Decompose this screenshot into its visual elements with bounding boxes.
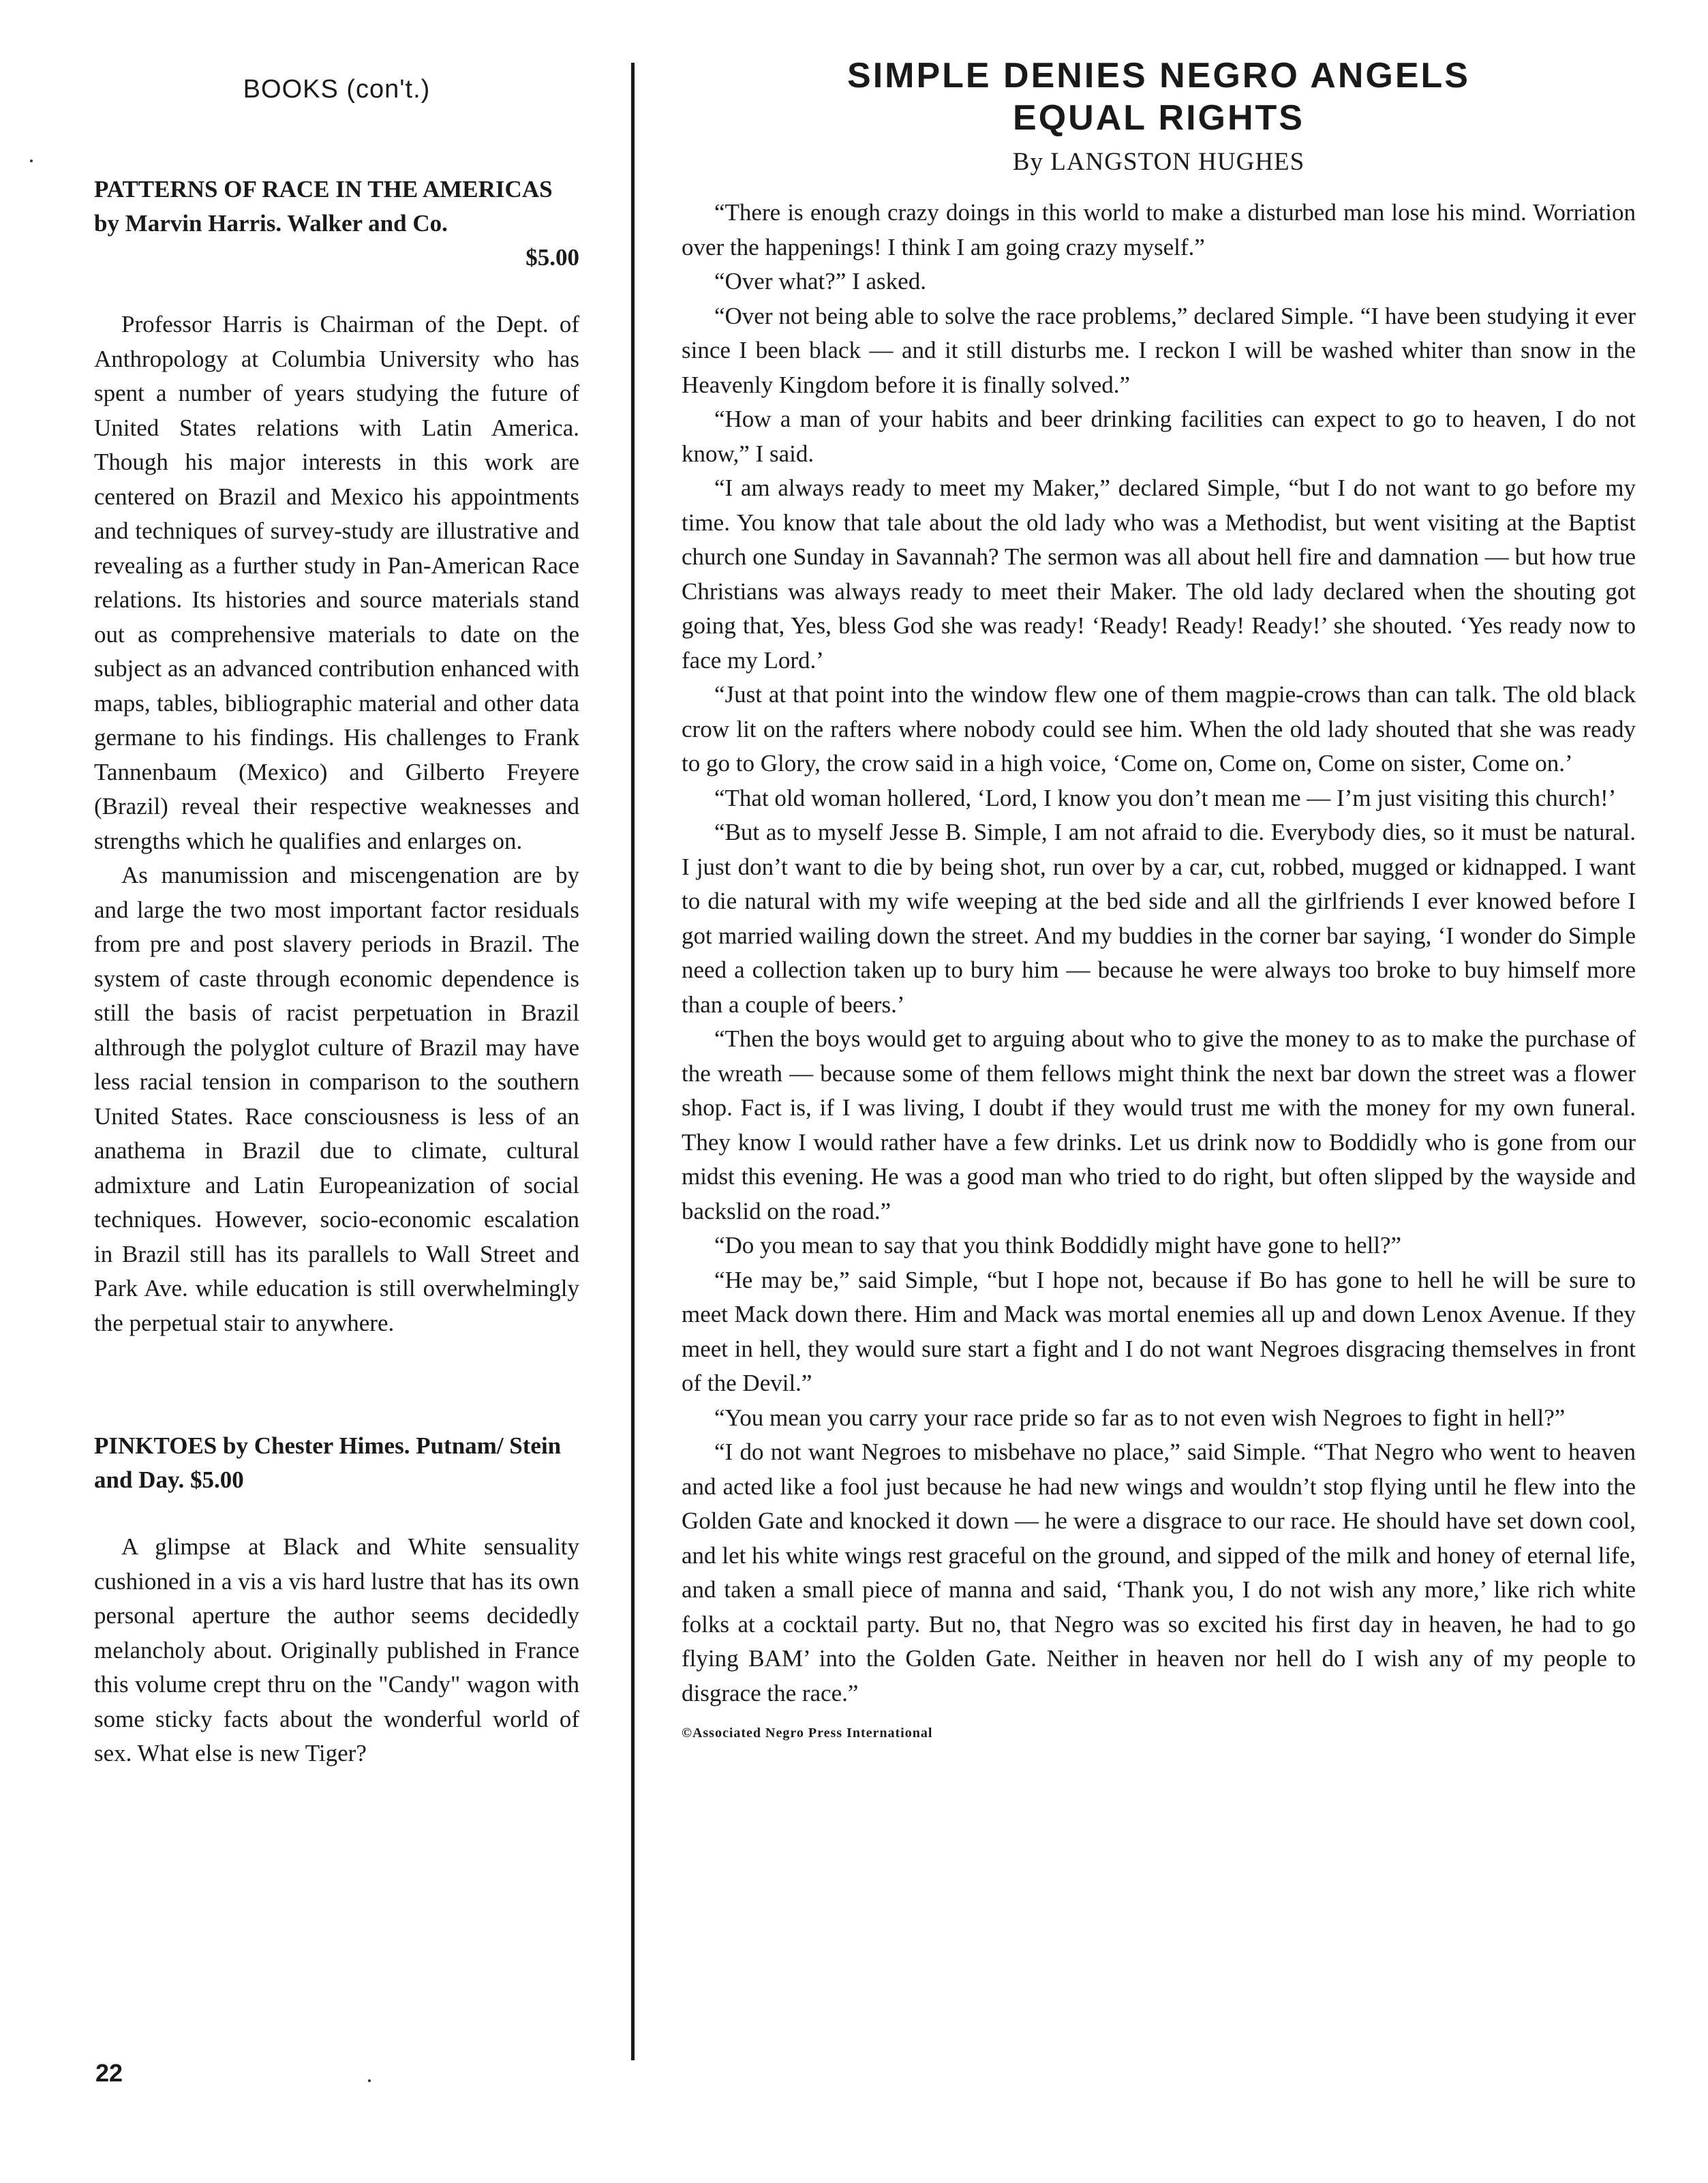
article-paragraph: “Then the boys would get to arguing about who to give the money to as to make the purchase of the wreath — because some of them fellows might think the next bar down the street was a flower shop. Fact is, if I was living, I doubt if they would trust me with the money for my own funeral. They know I would rather have a few drinks. Let us drink now to Boddidly who is gone from our midst this evening. He was a good man who tried to do right, but often slipped by the wayside and backslid on the road.” <box>682 1025 1636 1224</box>
article-paragraph: “I do not want Negroes to misbehave no place,” said Simple. “That Negro who went to heaven and acted like a fool just because he had new wings and wouldn’t stop flying until he flew into the Golden Gate and knocked it down — he were a disgrace to our race. He should have set down cool, and let his white wings rest graceful on the ground, and sipped of the milk and honey of eternal life, and taken a small piece of manna and said, ‘Thank you, I do not wish any more,’ like rich white folks at a cocktail party. But no, that Negro was so excited his first day in heaven, he had to go flying BAM’ into the Golden Gate. Neither in heaven nor hell do I wish any of my people to disgrace the race.” <box>682 1439 1636 1706</box>
article-paragraph: “How a man of your habits and beer drinking facilities can expect to go to heaven, I do not know,” I said. <box>682 406 1636 467</box>
article-paragraph: “That old woman hollered, ‘Lord, I know you don’t mean me — I’m just visiting this church!’ <box>714 784 1617 811</box>
review-paragraph: A glimpse at Black and White sensuality cushioned in a vis a vis hard lustre that has its own personal aperture the author seems decidedly melancholy about. Originally published in France this volume crept thru on the "Candy" wagon with some sticky facts about the wonderful world of sex. What else is new Tiger? <box>94 1533 579 1766</box>
article-paragraph: “There is enough crazy doings in this world to make a disturbed man lose his mind. Worriation over the happenings! I think I am going crazy myself.” <box>682 199 1636 260</box>
headline-line-1: SIMPLE DENIES NEGRO ANGELS <box>847 56 1470 95</box>
book-review-patterns-of-race <box>94 307 579 1340</box>
article-paragraph: “I am always ready to meet my Maker,” declared Simple, “but I do not want to go before my time. You know that tale about the old lady who was a Methodist, but went visiting at the Baptist church one Sunday in Savannah? The sermon was all about hell fire and damnation — but how true Christians was always ready to meet their Maker. The old lady declared when the shouting got going that, Yes, bless God she was ready! ‘Ready! Ready! Ready!’ she shouted. ‘Yes ready now to face my Lord.’ <box>682 475 1636 674</box>
article-paragraph: “Just at that point into the window flew one of them magpie-crows than can talk. The old black crow lit on the rafters where nobody could see him. When the old lady shouted that she was ready to go to Glory, the crow said in a high voice, ‘Come on, Come on, Come on sister, Come on.’ <box>682 681 1636 777</box>
section-heading: BOOKS (con't.) <box>243 75 431 104</box>
review-paragraph: As manumission and miscengenation are by and large the two most important factor residuals from pre and post slavery periods in Brazil. The system of caste through economic dependence is still the basis of racist perpetuation in Brazil althrough the polyglot culture of Brazil may have less racial tension in comparison to the southern United States. Race consciousness is less of an anathema in Brazil due to climate, cultural admixture and Latin Europeanization of social techniques. However, socio-economic escalation in Brazil still has its parallels to Wall Street and Park Ave. while education is still overwhelmingly the perpetual stair to anywhere. <box>94 862 579 1336</box>
article-paragraph: “Over not being able to solve the race problems,” declared Simple. “I have been studying it ever since I been black — and it still disturbs me. I reckon I will be washed whiter than snow in the Heavenly Kingdom before it is finally solved.” <box>682 302 1636 398</box>
article-paragraph: “You mean you carry your race pride so far as to not even wish Negroes to fight in hell?” <box>714 1404 1566 1431</box>
article-paragraph: “He may be,” said Simple, “but I hope not, because if Bo has gone to hell he will be sure to meet Mack down there. Him and Mack was mortal enemies all up and down Lenox Avenue. If they meet in hell, they would sure start a fight and I do not want Negroes disgracing themselves in front of the Devil.” <box>682 1266 1636 1396</box>
print-speck <box>368 2079 371 2082</box>
print-speck <box>30 160 33 162</box>
article-paragraph: “Over what?” I asked. <box>714 268 926 295</box>
book-title-patterns-of-race <box>94 172 579 275</box>
article-paragraph: “But as to myself Jesse B. Simple, I am not afraid to die. Everybody dies, so it must be natural. I just don’t want to die by being shot, run over by a car, cut, robbed, mugged or kidnapped. I want to die natural with my wife weeping at the bed side and all the girlfriends I ever knowed before I got married wailing down the street. And my buddies in the corner bar saying, ‘I wonder do Simple need a collection taken up to bury him — because he were always too broke to buy himself more than a couple of beers.’ <box>682 819 1636 1018</box>
books-column <box>94 75 579 1771</box>
article-column <box>682 55 1636 1741</box>
review-paragraph: Professor Harris is Chairman of the Dept. of Anthropology at Columbia University who has spent a number of years studying the future of United States relations with Latin America. Though his major interests in this work are centered on Brazil and Mexico his appointments and techniques of survey-study are illustrative and revealing as a further study in Pan-American Race relations. Its histories and source materials stand out as comprehensive materials to date on the subject as an advanced contribution enhanced with maps, tables, bibliographic material and other data germane to his findings. His challenges to Frank Tannenbaum (Mexico) and Gilberto Freyere (Brazil) reveal their respective weaknesses and strengths which he qualifies and enlarges on. <box>94 311 579 854</box>
book-price: $5.00 <box>525 244 579 271</box>
article-headline <box>682 55 1636 139</box>
article-body <box>682 196 1636 1711</box>
headline-line-2: EQUAL RIGHTS <box>1013 98 1305 138</box>
article-paragraph: “Do you mean to say that you think Boddidly might have gone to hell?” <box>714 1232 1402 1259</box>
column-divider <box>631 63 635 2060</box>
book-title-pinktoes: PINKTOES by Chester Himes. Putnam/ Stein and Day. $5.00 <box>94 1432 562 1493</box>
book-title-text: PATTERNS OF RACE IN THE AMERICAS by Marvin Harris. Walker and Co. <box>94 176 553 237</box>
page-number: 22 <box>95 2059 123 2087</box>
article-credit: ©Associated Negro Press International <box>682 1726 933 1741</box>
book-review-pinktoes <box>94 1530 579 1771</box>
article-byline: By LANGSTON HUGHES <box>1012 148 1305 176</box>
